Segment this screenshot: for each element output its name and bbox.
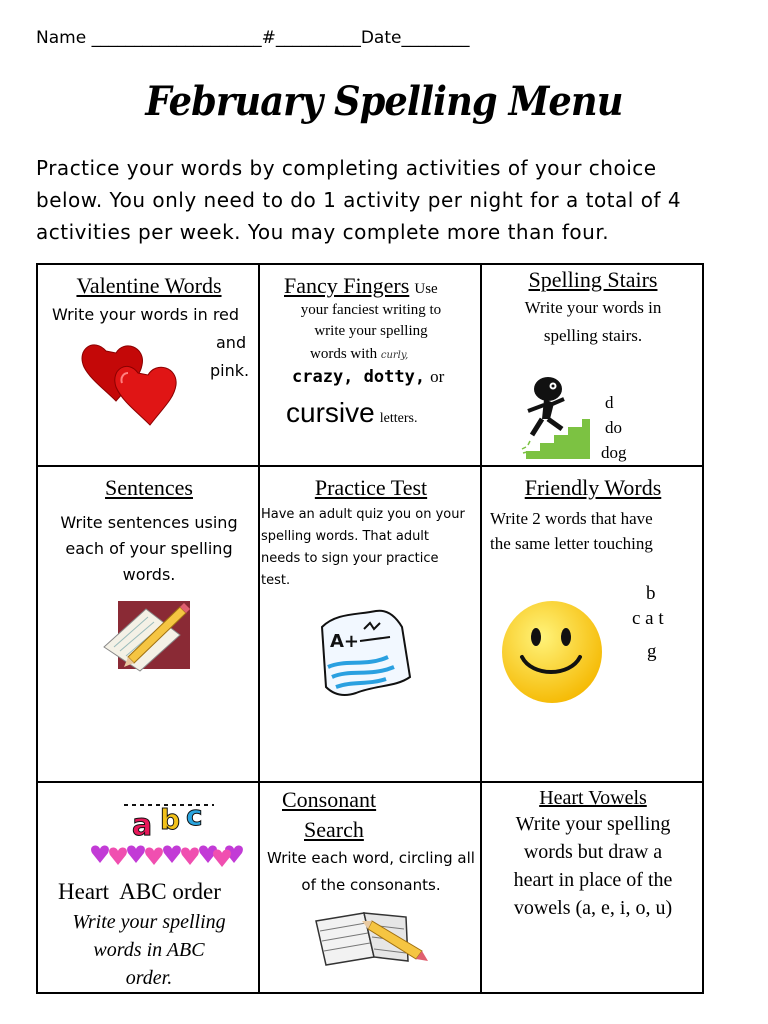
practice-line1: Have an adult quiz you on your [261, 507, 465, 522]
name-blank[interactable]: ____________________ [91, 28, 262, 48]
double-hearts-icon [76, 339, 196, 429]
valentine-line1: Write your words in red [52, 305, 240, 324]
stairs-line1: Write your words in [524, 298, 662, 317]
stairs-step1: d [605, 393, 614, 412]
svg-text:b: b [160, 803, 181, 836]
stairs-step3: dog [601, 443, 627, 462]
svg-text:A+: A+ [330, 631, 360, 652]
abc-line2: words in ABC [93, 939, 205, 961]
fancy-line2: write your spelling [314, 323, 428, 339]
consonant-title2: Search [304, 817, 364, 842]
stairs-line2: spelling stairs. [543, 326, 643, 345]
fancy-use: Use [414, 281, 438, 297]
svg-text:a: a [132, 808, 153, 843]
fancy-title-row [284, 273, 438, 299]
cell-sentences [37, 466, 259, 782]
vowels-line1: Write your spelling [515, 813, 671, 835]
fancy-curly: curly, [380, 350, 409, 361]
cell-valentine-words [37, 264, 259, 466]
date-blank[interactable]: ________ [401, 28, 470, 48]
graded-test-paper-icon [316, 607, 416, 703]
valentine-title: Valentine Words [76, 273, 222, 298]
fancy-cursive-row [286, 397, 418, 429]
stairs-climber-icon [520, 375, 592, 461]
name-header-line [36, 28, 469, 48]
friendly-word-g: g [647, 641, 657, 662]
paper-pencil-icon [100, 595, 196, 675]
activity-grid [36, 263, 704, 994]
stairs-title: Spelling Stairs [528, 267, 658, 292]
consonant-title1: Consonant [282, 787, 377, 812]
practice-line2: spelling words. That adult [261, 529, 430, 544]
fancy-line3-row [310, 346, 408, 363]
sentences-line2: each of your spelling [65, 539, 233, 558]
friendly-title: Friendly Words [524, 475, 662, 500]
practice-line4: test. [261, 573, 291, 588]
valentine-line3: pink. [210, 361, 250, 380]
sentences-title: Sentences [105, 475, 193, 500]
friendly-line2: the same letter touching [490, 534, 653, 553]
svg-text:c: c [186, 799, 203, 832]
practice-title: Practice Test [314, 475, 428, 500]
fancy-cursive: cursive [286, 397, 375, 428]
date-label: Date [360, 28, 402, 48]
cell-consonant-search [259, 782, 481, 993]
fancy-line1: your fanciest writing to [300, 302, 442, 318]
name-label: Name [36, 28, 87, 48]
abc-line3: order. [125, 967, 173, 989]
vowels-line2: words but draw a [523, 841, 663, 863]
cell-friendly-words [481, 466, 703, 782]
fancy-letters: letters. [379, 411, 418, 426]
cell-heart-abc-order [37, 782, 259, 993]
number-label: # [261, 28, 276, 48]
vowels-title: Heart Vowels [539, 787, 647, 809]
abc-hearts-icon [86, 791, 246, 875]
practice-line3: needs to sign your practice [261, 551, 439, 566]
friendly-line1: Write 2 words that have [490, 509, 653, 528]
fancy-crazy-row [292, 367, 444, 387]
fancy-line3: words with [310, 346, 378, 362]
consonant-line1: Write each word, circling all [267, 849, 475, 867]
sentences-line3: words. [122, 565, 176, 584]
abc-line1: Write your spelling [72, 911, 226, 933]
cell-spelling-stairs [481, 264, 703, 466]
cell-heart-vowels [481, 782, 703, 993]
cell-practice-test [259, 466, 481, 782]
vowels-line4: vowels (a, e, i, o, u) [513, 897, 673, 919]
notebook-pencil-icon [312, 907, 432, 971]
fancy-title: Fancy Fingers [284, 273, 410, 298]
stairs-step2: do [605, 418, 622, 437]
vowels-line3: heart in place of the [513, 869, 673, 891]
friendly-word-cat: c a t [632, 608, 664, 629]
intro-paragraph: Practice your words by completing activities of your choice below. You only need to do 1 activity per night for a total of 4 activities per week. You may complete more than four. [36, 156, 682, 244]
abc-title: Heart ABC order [58, 879, 221, 904]
sentences-line1: Write sentences using [60, 513, 238, 532]
number-blank[interactable]: __________ [275, 28, 361, 48]
smiley-face-icon [500, 599, 604, 705]
page-title: February Spelling Menu [145, 78, 623, 125]
fancy-crazy: crazy, dotty, [292, 367, 426, 387]
cell-fancy-fingers [259, 264, 481, 466]
valentine-line2: and [216, 333, 247, 352]
fancy-or: or [430, 367, 445, 386]
consonant-line2: of the consonants. [301, 876, 441, 894]
friendly-word-b: b [646, 583, 656, 604]
